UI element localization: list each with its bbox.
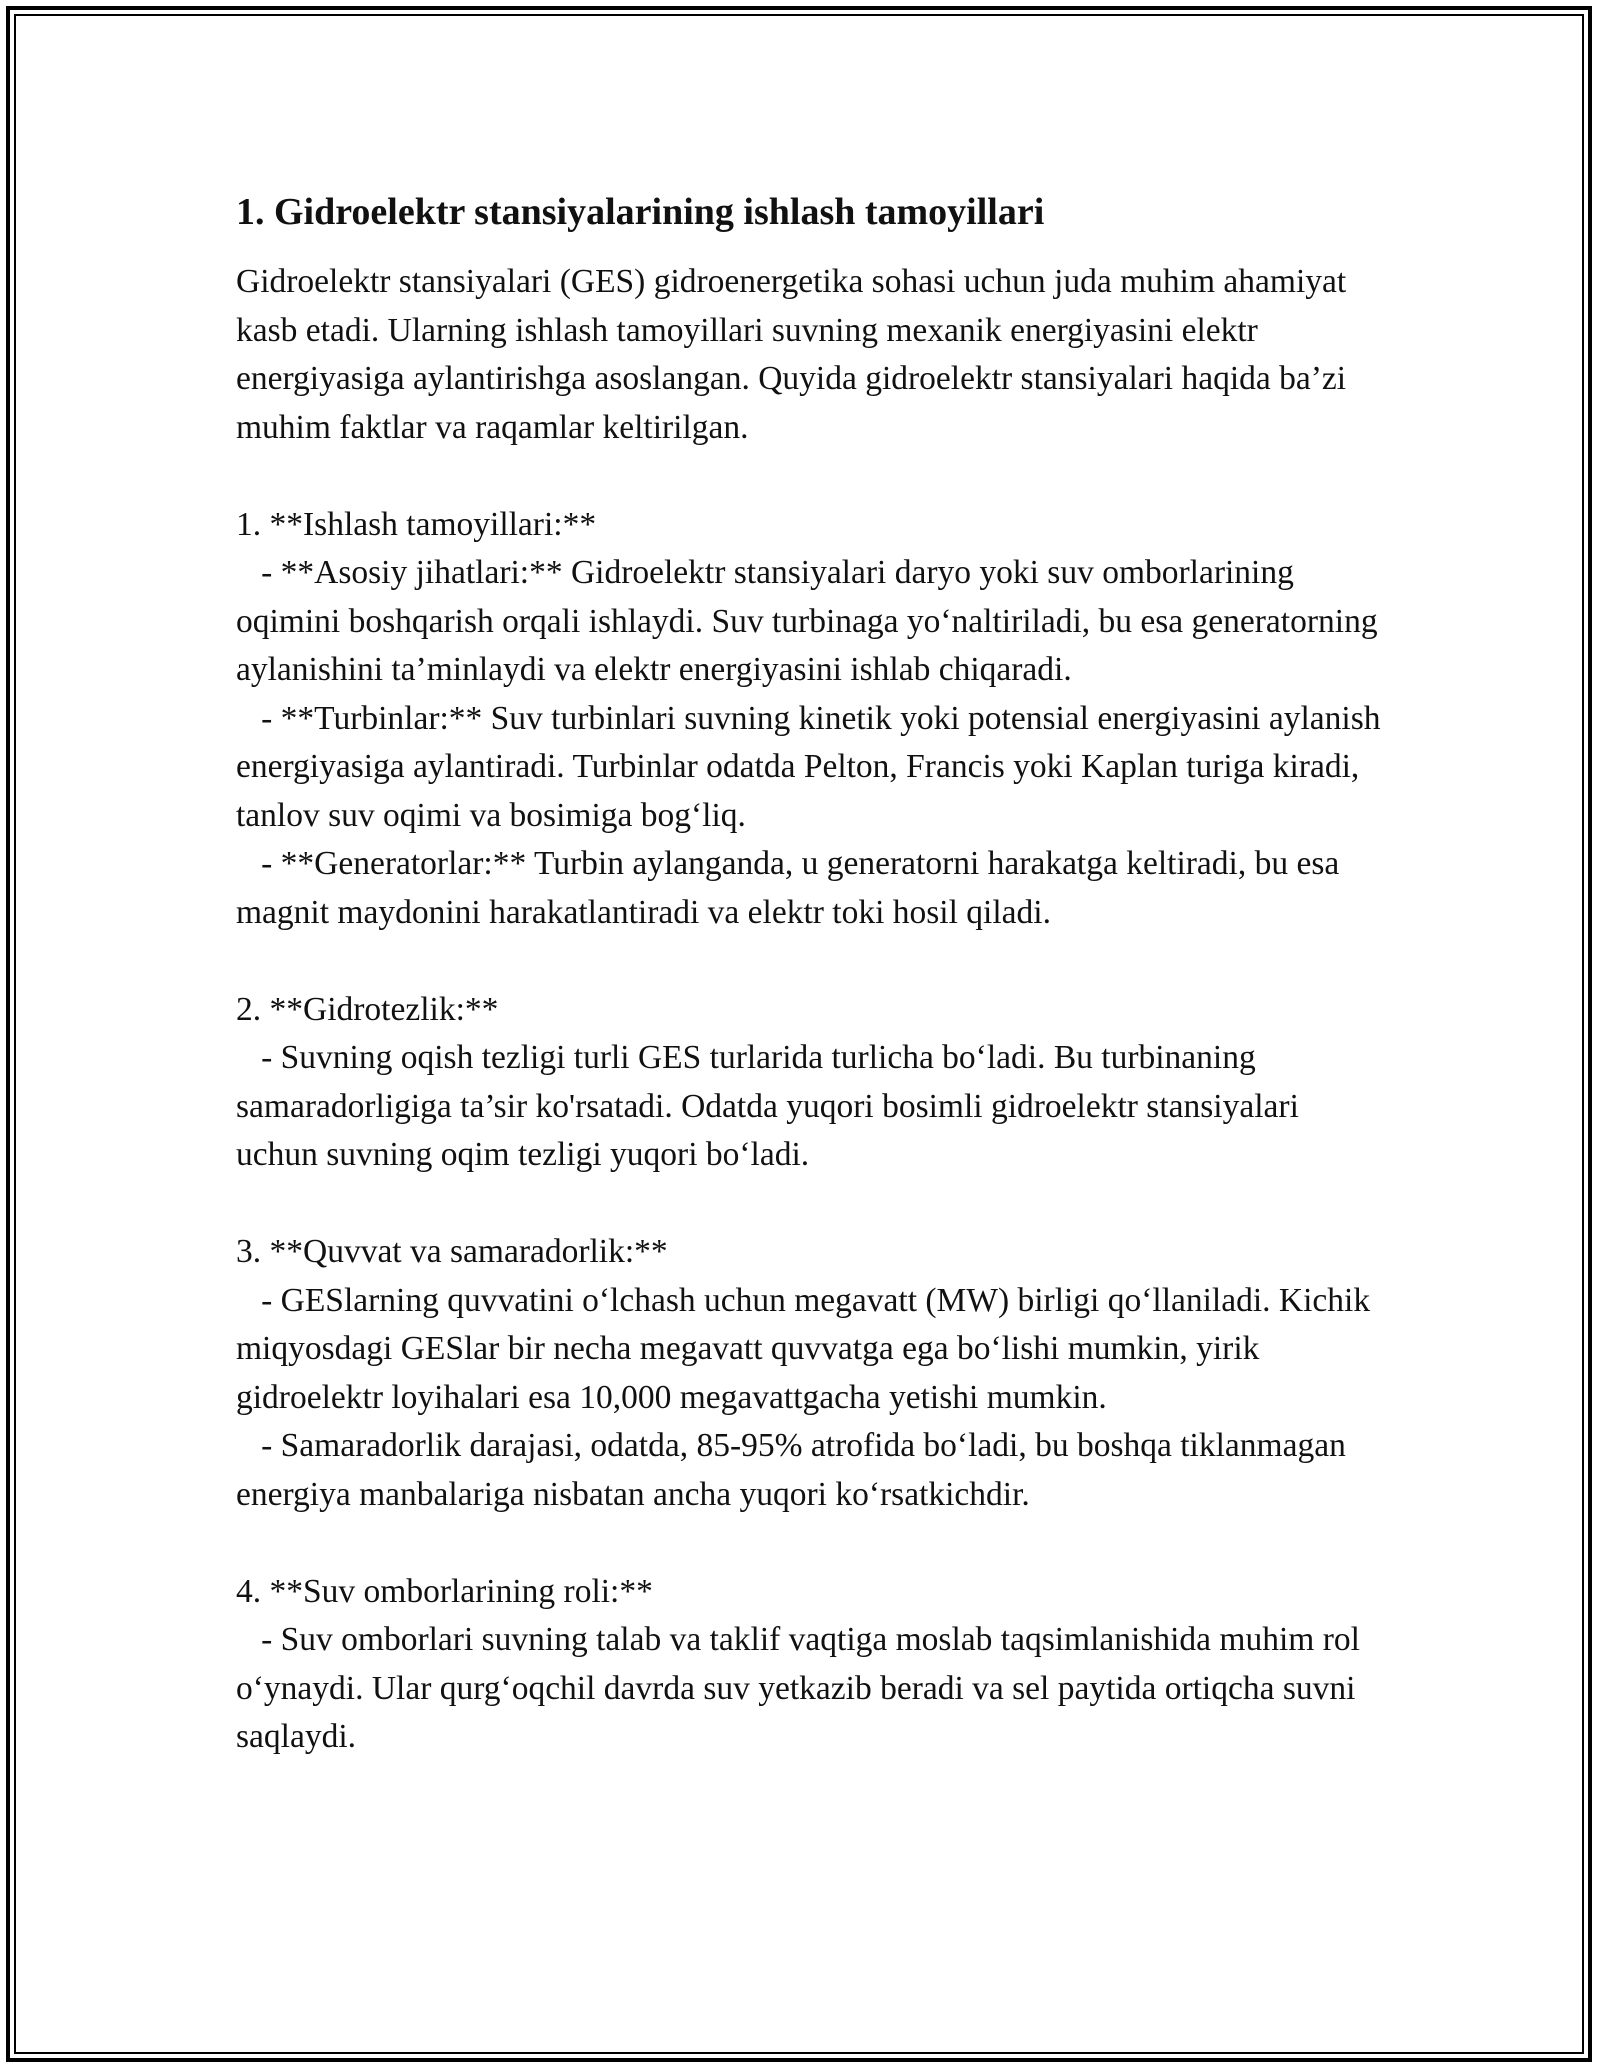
- section-item: - Samaradorlik darajasi, odatda, 85-95% atrofida bo‘ladi, bu boshqa tiklanmagan energiya manbalariga nisbatan ancha yuqori ko‘rsatkichdir.: [236, 1427, 1355, 1513]
- paragraph-spacer: [236, 1519, 1386, 1568]
- document-heading: 1. Gidroelektr stansiyalarining ishlash tamoyillari: [236, 191, 1045, 233]
- section-2: [236, 986, 1386, 1180]
- paragraph-spacer: [236, 452, 1386, 501]
- section-item: - **Generatorlar:** Turbin aylanganda, u generatorni harakatga keltiradi, bu esa magnit maydonini harakatlantiradi va elektr toki hosil qiladi.: [236, 845, 1348, 931]
- section-title: 1. **Ishlash tamoyillari:**: [236, 505, 597, 543]
- intro-paragraph: Gidroelektr stansiyalari (GES) gidroenergetika sohasi uchun juda muhim ahamiyat kasb etadi. Ularning ishlash tamoyillari suvning mexanik energiyasini elektr energiyasiga aylantirishga asoslangan. Quyida gidroelektr stansiyalari haqida ba’zi muhim faktlar va raqamlar keltirilgan.: [236, 263, 1355, 446]
- paragraph-spacer: [236, 1180, 1386, 1229]
- section-1: [236, 501, 1389, 938]
- section-item: - **Asosiy jihatlari:** Gidroelektr stansiyalari daryo yoki suv omborlarining oqimini boshqarish orqali ishlaydi. Suv turbinaga yo‘naltiriladi, bu esa generatorning aylanishini ta’minlaydi va elektr energiyasini ishlab chiqaradi.: [236, 554, 1386, 688]
- section-item: - GESlarning quvvatini o‘lchash uchun megavatt (MW) birligi qo‘llaniladi. Kichik miqyosdagi GESlar bir necha megavatt quvvatga ega bo‘lishi mumkin, yirik gidroelektr loyihalari esa 10,000 megavattgacha yetishi mumkin.: [236, 1281, 1379, 1416]
- document-body: [236, 186, 1389, 1762]
- section-item: - Suvning oqish tezligi turli GES turlarida turlicha bo‘ladi. Bu turbinaning samaradorligiga ta’sir ko'rsatadi. Odatda yuqori bosimli gidroelektr stansiyalari uchun suvning oqim tezligi yuqori bo‘ladi.: [236, 1039, 1308, 1173]
- section-title: 3. **Quvvat va samaradorlik:**: [236, 1233, 668, 1270]
- section-title: 4. **Suv omborlarining roli:**: [236, 1572, 653, 1610]
- section-title: 2. **Gidrotezlik:**: [236, 990, 499, 1028]
- section-4: [236, 1568, 1386, 1762]
- section-item: - **Turbinlar:** Suv turbinlari suvning kinetik yoki potensial energiyasini aylanish energiyasiga aylantiradi. Turbinlar odatda Pelton, Francis yoki Kaplan turiga kiradi, tanlov suv oqimi va bosimiga bog‘liq.: [236, 699, 1389, 834]
- section-3: [236, 1228, 1386, 1519]
- paragraph-spacer: [236, 937, 1386, 986]
- section-item: - Suv omborlari suvning talab va taklif vaqtiga moslab taqsimlanishida muhim rol o‘ynaydi. Ular qurg‘oqchil davrda suv yetkazib beradi va sel paytida ortiqcha suvni saqlaydi.: [236, 1621, 1369, 1755]
